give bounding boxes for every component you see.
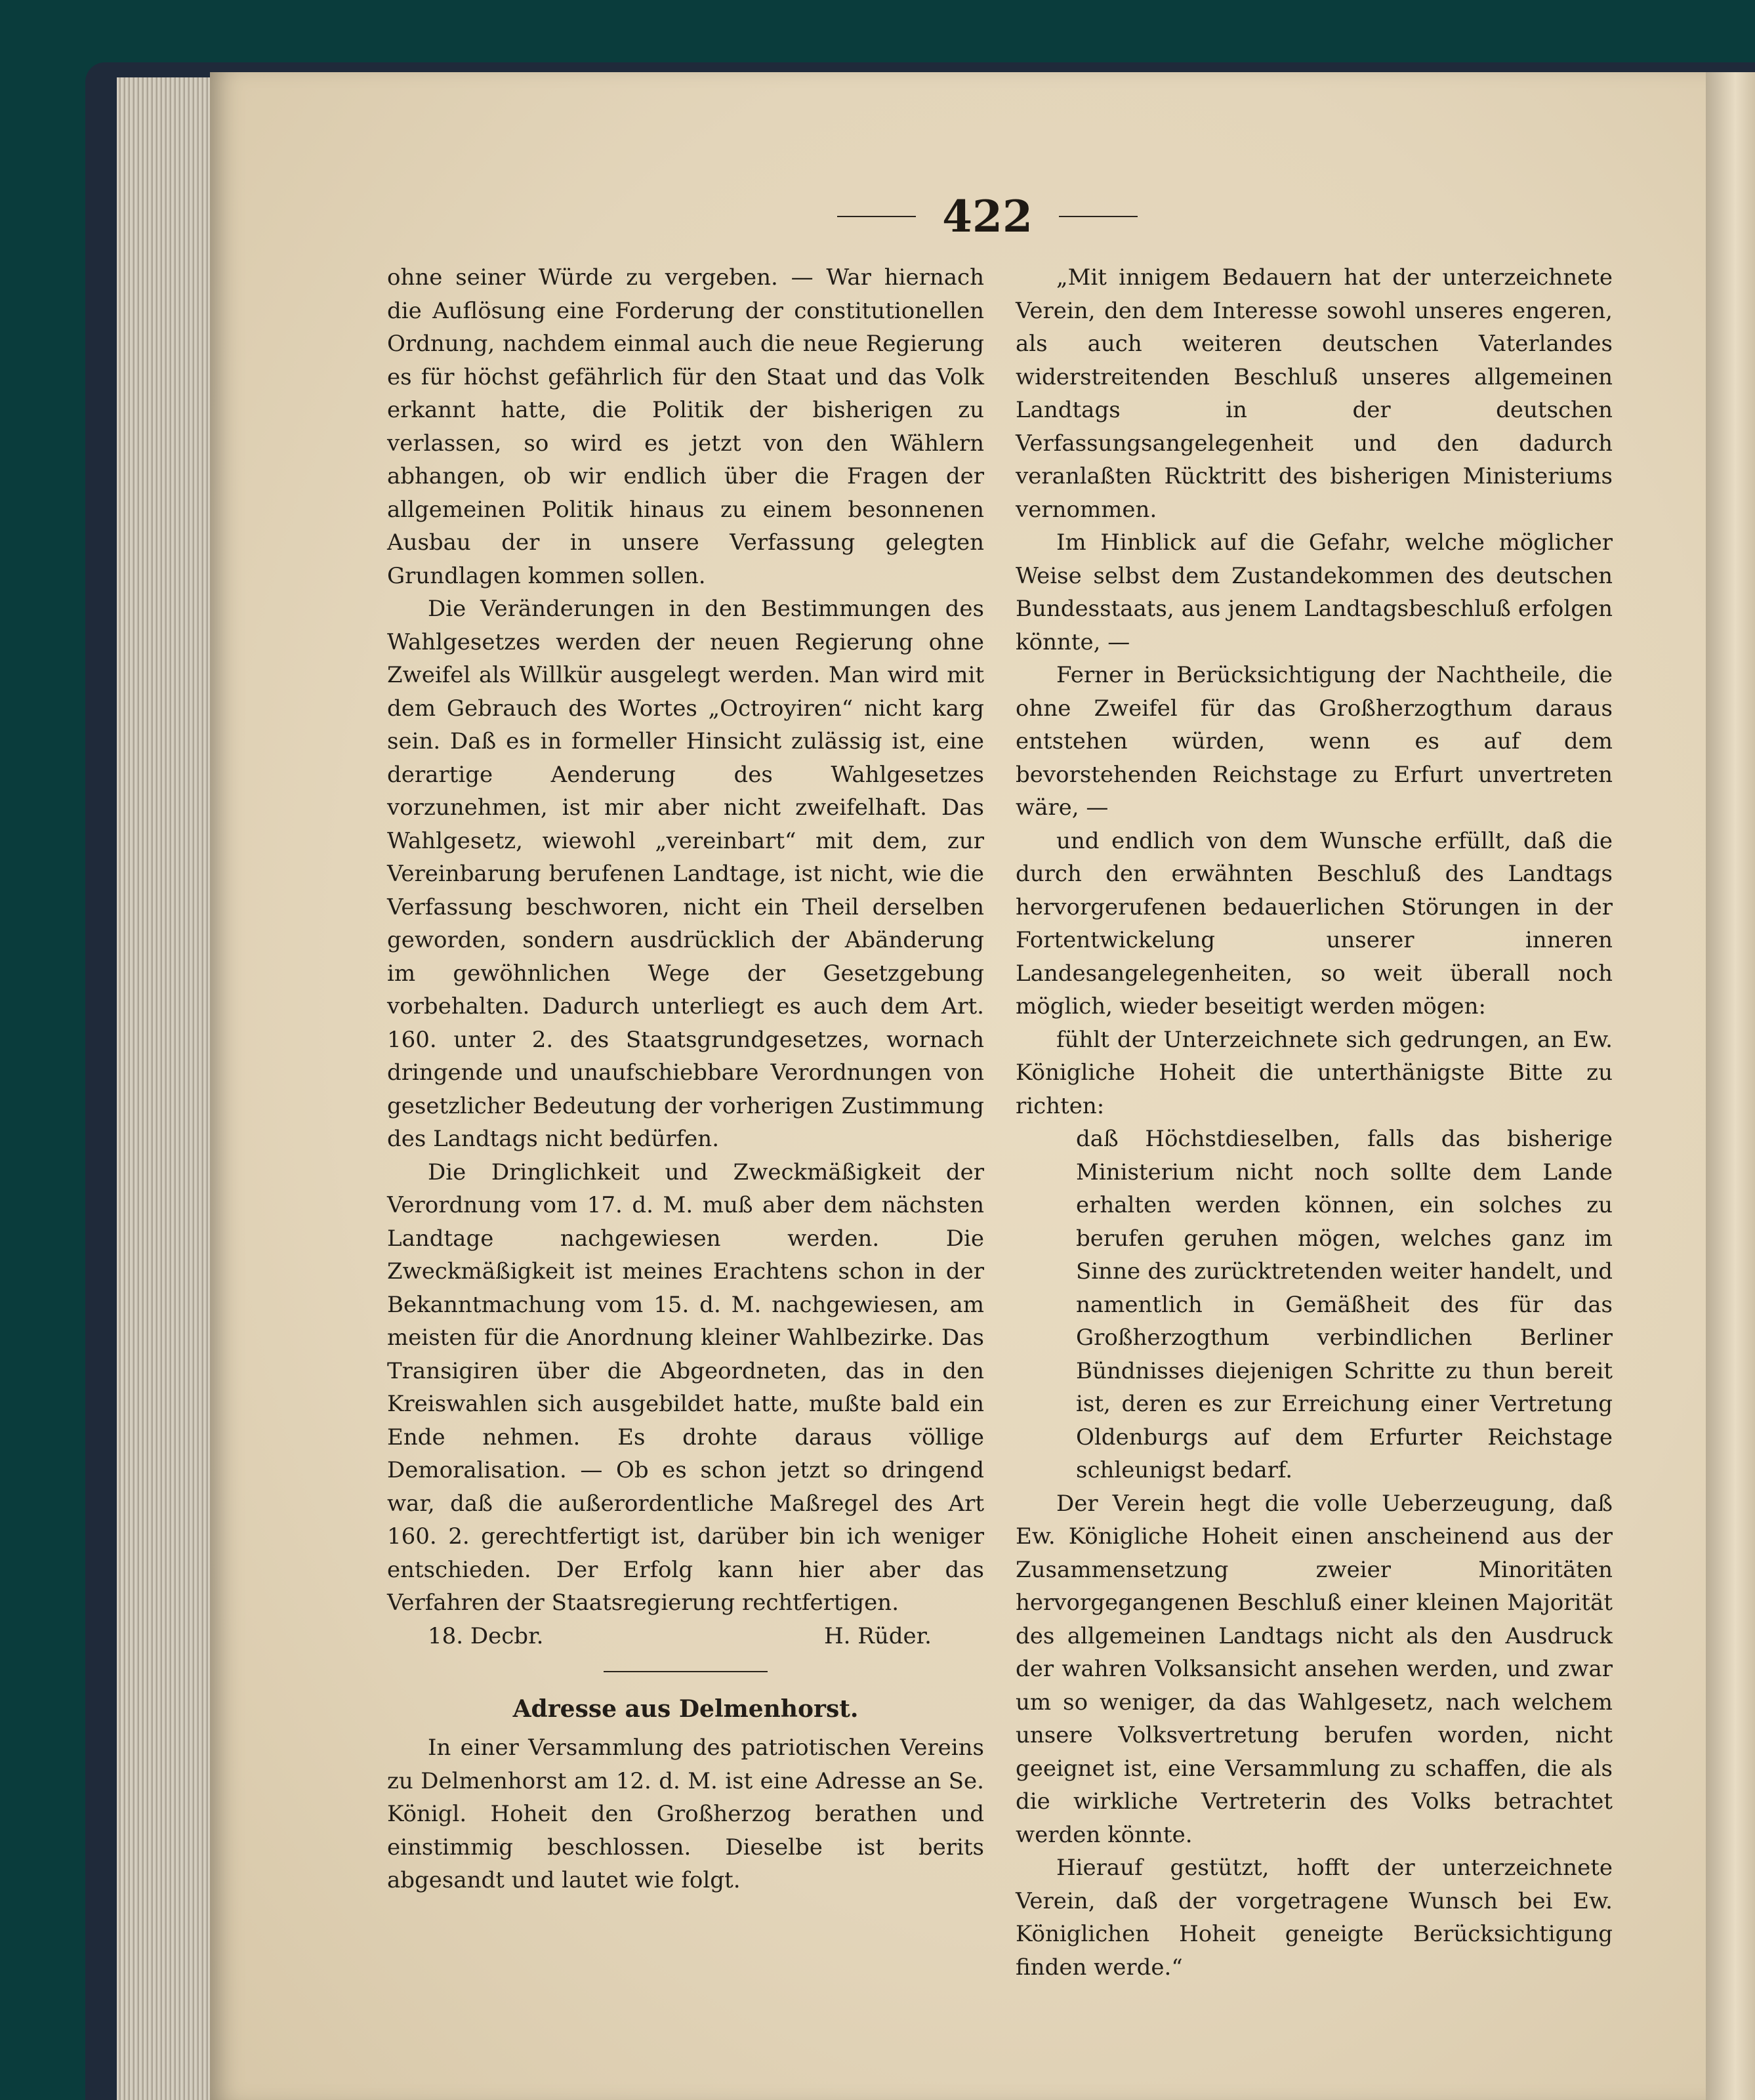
paragraph: ohne seiner Würde zu vergeben. — War hiernach die Auflösung eine Forderung der constitutionellen Ordnung, nachdem einmal auch die neue Regierung es für höchst gefährlich für den Staat und das Volk erkannt hatte, die Politik der bisherigen zu verlassen, so wird es jetzt von den Wählern abhangen, ob wir endlich über die Fragen der allgemeinen Politik hinaus zu einem besonnenen Ausbau der in unsere Verfassung gelegten Grundlagen kommen sollen. [387,264,984,589]
paragraph: fühlt der Unterzeichnete sich gedrungen, an Ew. Königliche Hoheit die unterthänigste Bitte zu richten: [1016,1026,1613,1119]
petition-paragraph: daß Höchstdieselben, falls das bisherige Ministerium nicht noch sollte dem Lande erhalten werden können, ein solches zu berufen geruhen mögen, welches ganz im Sinne des zurücktretenden weiter handelt, und namentlich in Gemäßheit des für das Großherzogthum verbindlichen Berliner Bündnisses diejenigen Schritte zu thun bereit ist, deren es zur Erreichung einer Vertretung Oldenburgs auf dem Erfurter Reichstage schleunigst bedarf. [1076,1126,1613,1483]
signature-name: H. Rüder. [824,1622,932,1649]
signature-date: 18. Decbr. [428,1622,544,1649]
page-number: 422 [942,191,1033,242]
paragraph: Hierauf gestützt, hofft der unterzeichnete Verein, daß der vorgetragene Wunsch bei Ew. Königlichen Hoheit geneigte Berücksichtigung finden werde.“ [1016,1855,1613,1981]
section-divider [604,1671,768,1672]
paragraph: Im Hinblick auf die Gefahr, welche möglicher Weise selbst dem Zustandekommen des deutschen Bundesstaats, aus jenem Landtagsbeschluß erfolgen könnte, — [1016,529,1613,655]
left-column [387,261,984,1897]
paragraph: In einer Versammlung des patriotischen Vereins zu Delmenhorst am 12. d. M. ist eine Adresse an Se. Königl. Hoheit den Großherzog berathen und einstimmig beschlossen. Dieselbe ist berits abgesandt und lautet wie folgt. [387,1735,984,1893]
page-gutter [1706,72,1755,2100]
page-header [817,190,1158,243]
signature-line [387,1620,984,1653]
page-edges [117,77,215,2100]
paragraph: Die Veränderungen in den Bestimmungen des Wahlgesetzes werden der neuen Regierung ohne Zweifel als Willkür ausgelegt werden. Man wird mit dem Gebrauch des Wortes „Octroyiren“ nicht karg sein. Daß es in formeller Hinsicht zulässig ist, eine derartige Aenderung des Wahlgesetzes vorzunehmen, ist mir aber nicht zweifelhaft. Das Wahlgesetz, wiewohl „vereinbart“ mit dem, zur Vereinbarung berufenen Landtage, ist nicht, wie die Verfassung beschworen, nicht ein Theil derselben geworden, sondern ausdrücklich der Abänderung im gewöhnlichen Wege der Gesetzgebung vorbehalten. Dadurch unterliegt es auch dem Art. 160. unter 2. des Staatsgrundgesetzes, wornach dringende und unaufschiebbare Verordnungen von gesetzlicher Bedeutung der vorherigen Zustimmung des Landtags nicht bedürfen. [387,596,984,1152]
paragraph: „Mit innigem Bedauern hat der unterzeichnete Verein, den dem Interesse sowohl unseres engeren, als auch weiteren deutschen Vaterlandes widerstreitenden Beschluß unseres allgemeinen Landtags in der deutschen Verfassungsangelegenheit und den dadurch veranlaßten Rücktritt des bisherigen Ministeriums vernommen. [1016,264,1613,523]
header-rule-left [837,216,916,217]
right-column [1016,261,1613,1984]
paragraph: und endlich von dem Wunsche erfüllt, daß die durch den erwähnten Beschluß des Landtags hervorgerufenen bedauerlichen Störungen in der Fortentwickelung unserer inneren Landesangelegenheiten, so weit überall noch möglich, wieder beseitigt werden mögen: [1016,827,1613,1019]
paragraph: Der Verein hegt die volle Ueberzeugung, daß Ew. Königliche Hoheit einen anscheinend aus der Zusammensetzung zweier Minoritäten hervorgegangenen Beschluß einer kleinen Majorität des allgemeinen Landtags nicht als den Ausdruck der wahren Volksansicht ansehen werden, und zwar um so weniger, da das Wahlgesetz, nach welchem unsere Volksvertretung berufen worden, nicht geeignet ist, eine Versammlung zu schaffen, die als die wirkliche Vertreterin des Volks betrachtet werden könnte. [1016,1490,1613,1848]
paragraph: Die Dringlichkeit und Zweckmäßigkeit der Verordnung vom 17. d. M. muß aber dem nächsten Landtage nachgewiesen werden. Die Zweckmäßigkeit ist meines Erachtens schon in der Bekanntmachung vom 15. d. M. nachgewiesen, am meisten für die Anordnung kleiner Wahlbezirke. Das Transigiren über die Abgeordneten, das in den Kreiswahlen sich ausgebildet hatte, mußte bald ein Ende nehmen. Es drohte daraus völlige Demoralisation. — Ob es schon jetzt so dringend war, daß die außerordentliche Maßregel des Art 160. 2. gerechtfertigt ist, darüber bin ich weniger entschieden. Der Erfolg kann hier aber das Verfahren der Staatsregierung rechtfertigen. [387,1159,984,1616]
header-rule-right [1059,216,1138,217]
section-heading: Adresse aus Delmenhorst. [512,1695,859,1723]
paragraph: Ferner in Berücksichtigung der Nachtheile, die ohne Zweifel für das Großherzogthum daraus entstehen würden, wenn es auf dem bevorstehenden Reichstage zu Erfurt unvertreten wäre, — [1016,662,1613,821]
